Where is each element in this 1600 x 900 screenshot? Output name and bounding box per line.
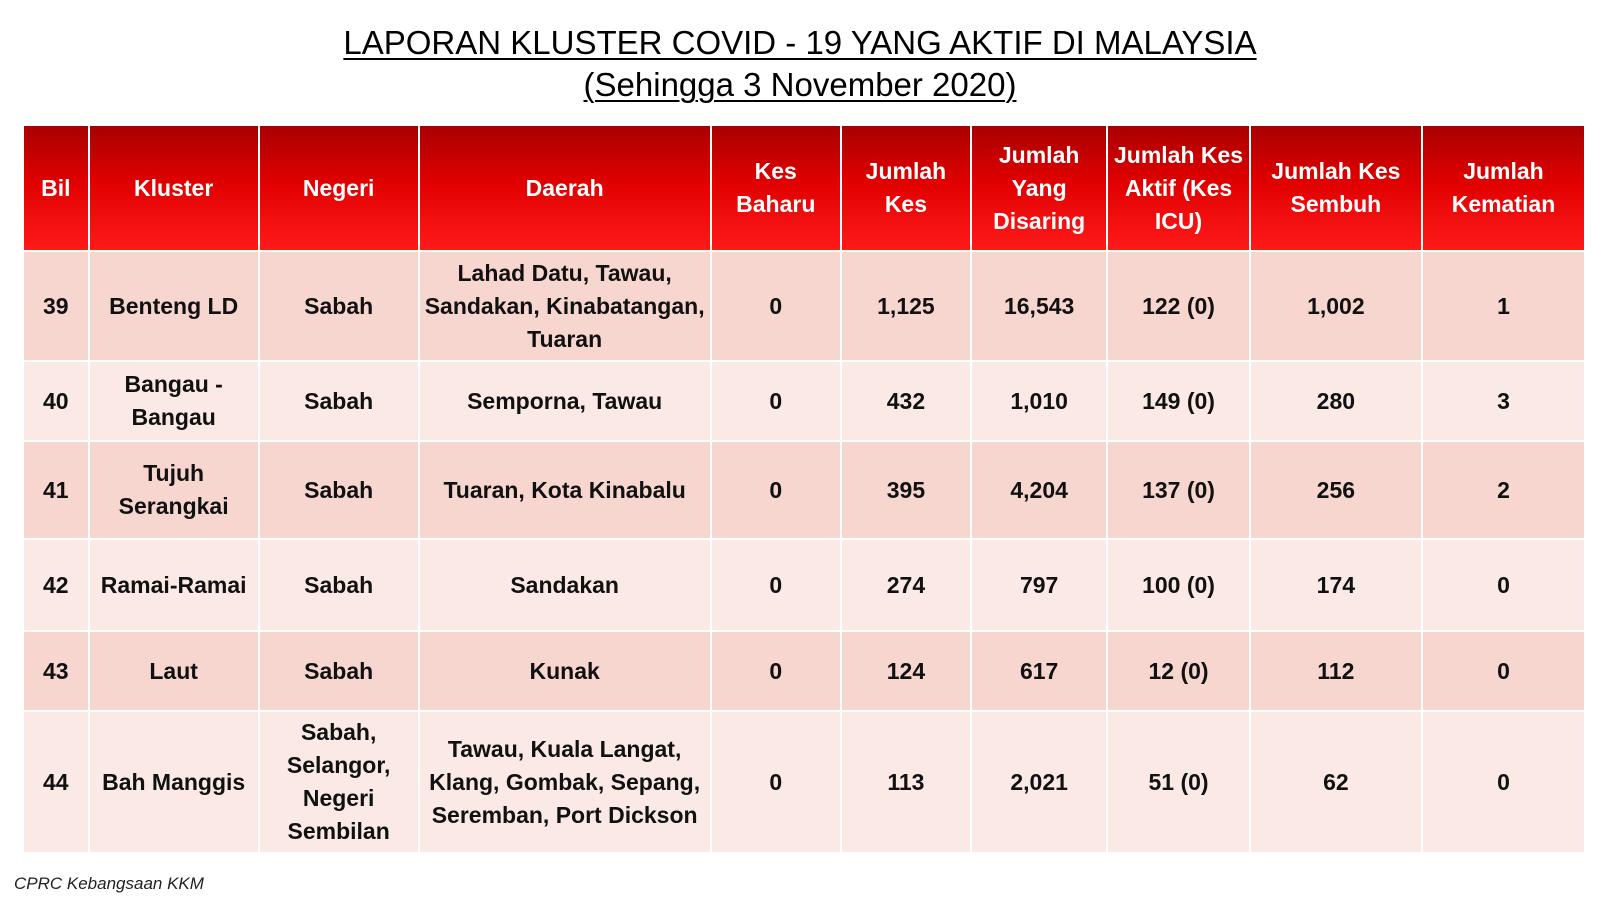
header-kes-baharu: Kes Baharu [711, 125, 841, 251]
cell-negeri: Sabah [259, 361, 419, 441]
cell-kematian: 3 [1422, 361, 1585, 441]
report-title: LAPORAN KLUSTER COVID - 19 YANG AKTIF DI MALAYSIA [343, 24, 1257, 61]
cell-kes-sembuh: 280 [1250, 361, 1422, 441]
cell-negeri: Sabah [259, 251, 419, 361]
cell-kes-aktif: 122 (0) [1107, 251, 1249, 361]
table-row [23, 251, 1585, 361]
cell-kluster: Tujuh Serangkai [89, 441, 259, 539]
cell-kes-aktif: 100 (0) [1107, 539, 1249, 631]
cell-kes-baharu: 0 [711, 441, 841, 539]
cell-kes-aktif: 137 (0) [1107, 441, 1249, 539]
cluster-table [22, 124, 1586, 854]
cell-daerah: Tawau, Kuala Langat, Klang, Gombak, Sepang, Seremban, Port Dickson [419, 711, 711, 853]
cell-negeri: Sabah [259, 441, 419, 539]
cell-kes-baharu: 0 [711, 361, 841, 441]
cell-kes-aktif: 51 (0) [1107, 711, 1249, 853]
cell-kes-baharu: 0 [711, 539, 841, 631]
cell-negeri: Sabah [259, 631, 419, 711]
table-header-row [23, 125, 1585, 251]
cell-jumlah-disaring: 4,204 [971, 441, 1107, 539]
header-kematian: Jumlah Kematian [1422, 125, 1585, 251]
table-row [23, 361, 1585, 441]
title-block [0, 22, 1600, 106]
cell-jumlah-disaring: 1,010 [971, 361, 1107, 441]
cell-jumlah-kes: 124 [841, 631, 971, 711]
cell-bil: 39 [23, 251, 89, 361]
cell-bil: 42 [23, 539, 89, 631]
cell-jumlah-disaring: 617 [971, 631, 1107, 711]
cell-kematian: 1 [1422, 251, 1585, 361]
table-row [23, 539, 1585, 631]
header-kes-aktif: Jumlah Kes Aktif (Kes ICU) [1107, 125, 1249, 251]
cell-kes-baharu: 0 [711, 631, 841, 711]
cell-kematian: 0 [1422, 631, 1585, 711]
header-jumlah-kes: Jumlah Kes [841, 125, 971, 251]
cell-jumlah-disaring: 797 [971, 539, 1107, 631]
cell-kes-sembuh: 112 [1250, 631, 1422, 711]
cell-jumlah-kes: 113 [841, 711, 971, 853]
cell-bil: 43 [23, 631, 89, 711]
cell-kes-aktif: 12 (0) [1107, 631, 1249, 711]
cell-jumlah-disaring: 16,543 [971, 251, 1107, 361]
cell-bil: 44 [23, 711, 89, 853]
header-kes-sembuh: Jumlah Kes Sembuh [1250, 125, 1422, 251]
table-row [23, 631, 1585, 711]
header-jumlah-disaring: Jumlah Yang Disaring [971, 125, 1107, 251]
cell-daerah: Tuaran, Kota Kinabalu [419, 441, 711, 539]
cell-kes-sembuh: 1,002 [1250, 251, 1422, 361]
cell-bil: 40 [23, 361, 89, 441]
cell-kluster: Ramai-Ramai [89, 539, 259, 631]
cell-kluster: Benteng LD [89, 251, 259, 361]
cell-jumlah-kes: 432 [841, 361, 971, 441]
cell-kes-baharu: 0 [711, 251, 841, 361]
cell-kluster: Laut [89, 631, 259, 711]
cell-kes-sembuh: 174 [1250, 539, 1422, 631]
cell-negeri: Sabah, Selangor, Negeri Sembilan [259, 711, 419, 853]
cell-jumlah-kes: 274 [841, 539, 971, 631]
cell-bil: 41 [23, 441, 89, 539]
header-bil: Bil [23, 125, 89, 251]
source-note: CPRC Kebangsaan KKM [14, 874, 204, 893]
cell-kes-baharu: 0 [711, 711, 841, 853]
report-subtitle: (Sehingga 3 November 2020) [583, 66, 1017, 103]
cell-kes-sembuh: 256 [1250, 441, 1422, 539]
cell-kluster: Bangau - Bangau [89, 361, 259, 441]
table-row [23, 441, 1585, 539]
table-row [23, 711, 1585, 853]
cell-negeri: Sabah [259, 539, 419, 631]
cell-jumlah-kes: 395 [841, 441, 971, 539]
header-daerah: Daerah [419, 125, 711, 251]
cell-kematian: 0 [1422, 539, 1585, 631]
cell-kes-sembuh: 62 [1250, 711, 1422, 853]
cell-kluster: Bah Manggis [89, 711, 259, 853]
cell-kes-aktif: 149 (0) [1107, 361, 1249, 441]
cell-kematian: 0 [1422, 711, 1585, 853]
header-kluster: Kluster [89, 125, 259, 251]
cell-daerah: Lahad Datu, Tawau, Sandakan, Kinabatangan, Tuaran [419, 251, 711, 361]
cell-daerah: Sandakan [419, 539, 711, 631]
header-negeri: Negeri [259, 125, 419, 251]
cell-jumlah-disaring: 2,021 [971, 711, 1107, 853]
cell-jumlah-kes: 1,125 [841, 251, 971, 361]
cell-kematian: 2 [1422, 441, 1585, 539]
cell-daerah: Kunak [419, 631, 711, 711]
cell-daerah: Semporna, Tawau [419, 361, 711, 441]
